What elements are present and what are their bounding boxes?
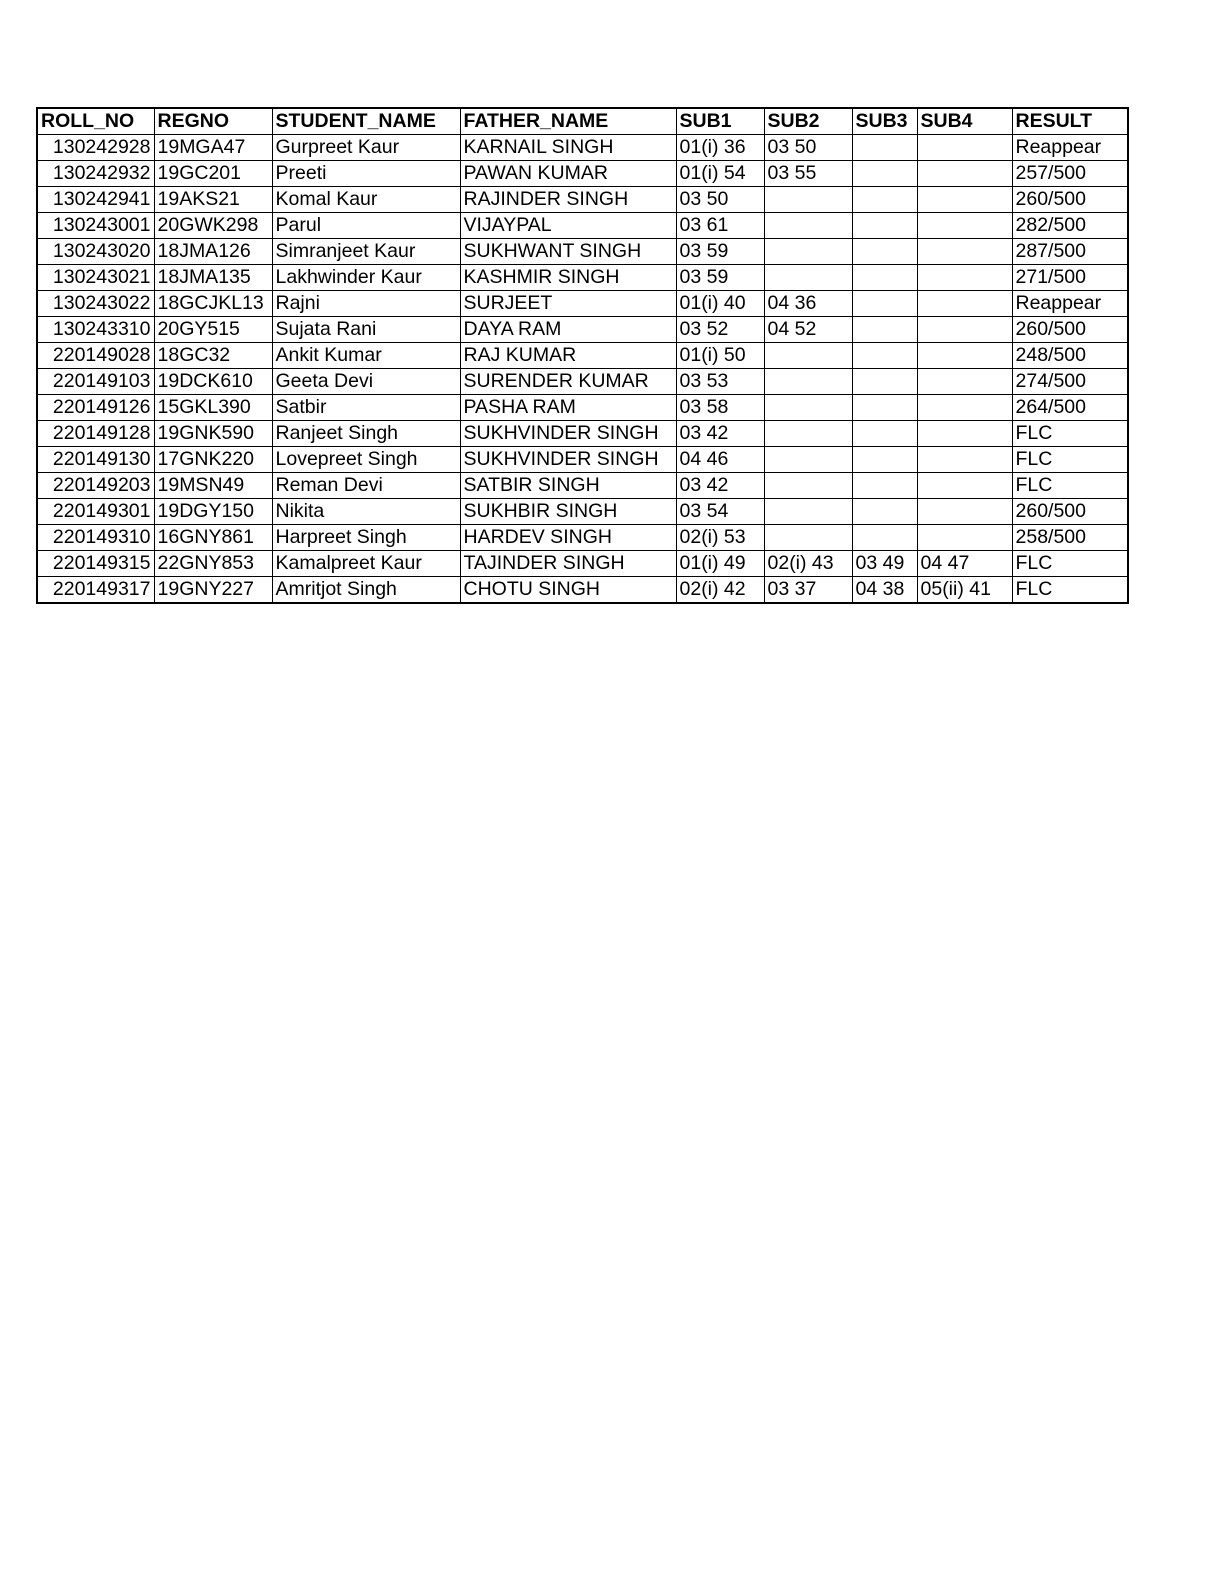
regno-cell: 18JMA126	[154, 239, 272, 265]
sub1-cell: 03 42	[676, 421, 764, 447]
sub2-cell	[764, 239, 852, 265]
regno-cell: 16GNY861	[154, 525, 272, 551]
column-header-regno: REGNO	[154, 108, 272, 135]
student-name-cell: Parul	[272, 213, 460, 239]
sub4-cell	[917, 369, 1012, 395]
regno-cell: 17GNK220	[154, 447, 272, 473]
father-name-cell: RAJINDER SINGH	[460, 187, 676, 213]
regno-cell: 15GKL390	[154, 395, 272, 421]
roll-no-cell: 130243310	[37, 317, 154, 343]
sub2-cell	[764, 421, 852, 447]
regno-cell: 22GNY853	[154, 551, 272, 577]
result-cell: 248/500	[1012, 343, 1128, 369]
regno-cell: 19DGY150	[154, 499, 272, 525]
sub1-cell: 03 58	[676, 395, 764, 421]
sub3-cell	[852, 499, 917, 525]
sub4-cell: 05(ii) 41	[917, 577, 1012, 604]
column-header-sub4: SUB4	[917, 108, 1012, 135]
table-row	[37, 187, 1128, 213]
father-name-cell: SURJEET	[460, 291, 676, 317]
student-name-cell: Rajni	[272, 291, 460, 317]
result-cell: 274/500	[1012, 369, 1128, 395]
table-row	[37, 239, 1128, 265]
sub2-cell	[764, 473, 852, 499]
father-name-cell: SURENDER KUMAR	[460, 369, 676, 395]
table-row	[37, 161, 1128, 187]
sub4-cell	[917, 473, 1012, 499]
student-name-cell: Harpreet Singh	[272, 525, 460, 551]
sub4-cell	[917, 187, 1012, 213]
sub1-cell: 03 50	[676, 187, 764, 213]
sub3-cell	[852, 343, 917, 369]
result-cell: 260/500	[1012, 499, 1128, 525]
sub1-cell: 01(i) 36	[676, 135, 764, 161]
table-row	[37, 213, 1128, 239]
table-row	[37, 265, 1128, 291]
student-name-cell: Ankit Kumar	[272, 343, 460, 369]
sub4-cell: 04 47	[917, 551, 1012, 577]
sub3-cell	[852, 395, 917, 421]
table-row	[37, 343, 1128, 369]
sub4-cell	[917, 343, 1012, 369]
father-name-cell: HARDEV SINGH	[460, 525, 676, 551]
regno-cell: 19AKS21	[154, 187, 272, 213]
sub2-cell	[764, 499, 852, 525]
sub4-cell	[917, 395, 1012, 421]
column-header-sub3: SUB3	[852, 108, 917, 135]
sub4-cell	[917, 265, 1012, 291]
regno-cell: 19GNK590	[154, 421, 272, 447]
result-cell: Reappear	[1012, 135, 1128, 161]
sub4-cell	[917, 421, 1012, 447]
student-name-cell: Reman Devi	[272, 473, 460, 499]
table-row	[37, 447, 1128, 473]
sub4-cell	[917, 135, 1012, 161]
sub2-cell: 02(i) 43	[764, 551, 852, 577]
sub1-cell: 01(i) 54	[676, 161, 764, 187]
roll-no-cell: 220149130	[37, 447, 154, 473]
student-name-cell: Kamalpreet Kaur	[272, 551, 460, 577]
roll-no-cell: 220149203	[37, 473, 154, 499]
table-body	[37, 135, 1128, 604]
sub1-cell: 04 46	[676, 447, 764, 473]
result-cell: FLC	[1012, 473, 1128, 499]
roll-no-cell: 220149128	[37, 421, 154, 447]
father-name-cell: SUKHVINDER SINGH	[460, 447, 676, 473]
sub4-cell	[917, 499, 1012, 525]
sub1-cell: 01(i) 50	[676, 343, 764, 369]
result-cell: FLC	[1012, 577, 1128, 604]
student-name-cell: Lovepreet Singh	[272, 447, 460, 473]
sub2-cell: 03 50	[764, 135, 852, 161]
roll-no-cell: 220149317	[37, 577, 154, 604]
student-name-cell: Amritjot Singh	[272, 577, 460, 604]
sub2-cell: 03 55	[764, 161, 852, 187]
regno-cell: 19DCK610	[154, 369, 272, 395]
table-row	[37, 525, 1128, 551]
column-header-father-name: FATHER_NAME	[460, 108, 676, 135]
table-row	[37, 577, 1128, 604]
sub3-cell	[852, 473, 917, 499]
father-name-cell: SUKHBIR SINGH	[460, 499, 676, 525]
sub1-cell: 03 59	[676, 239, 764, 265]
column-header-roll-no: ROLL_NO	[37, 108, 154, 135]
sub4-cell	[917, 161, 1012, 187]
sub2-cell: 03 37	[764, 577, 852, 604]
sub2-cell: 04 52	[764, 317, 852, 343]
student-name-cell: Preeti	[272, 161, 460, 187]
sub3-cell: 03 49	[852, 551, 917, 577]
sub4-cell	[917, 239, 1012, 265]
sub2-cell	[764, 213, 852, 239]
result-cell: FLC	[1012, 447, 1128, 473]
roll-no-cell: 130242932	[37, 161, 154, 187]
sub2-cell: 04 36	[764, 291, 852, 317]
regno-cell: 19GNY227	[154, 577, 272, 604]
table-row	[37, 395, 1128, 421]
table-row	[37, 369, 1128, 395]
column-header-student-name: STUDENT_NAME	[272, 108, 460, 135]
father-name-cell: KARNAIL SINGH	[460, 135, 676, 161]
sub1-cell: 03 61	[676, 213, 764, 239]
result-cell: 264/500	[1012, 395, 1128, 421]
sub2-cell	[764, 447, 852, 473]
result-cell: 260/500	[1012, 187, 1128, 213]
result-cell: 258/500	[1012, 525, 1128, 551]
roll-no-cell: 220149103	[37, 369, 154, 395]
student-name-cell: Geeta Devi	[272, 369, 460, 395]
result-cell: 287/500	[1012, 239, 1128, 265]
regno-cell: 18GCJKL13	[154, 291, 272, 317]
sub2-cell	[764, 187, 852, 213]
result-cell: Reappear	[1012, 291, 1128, 317]
roll-no-cell: 130242941	[37, 187, 154, 213]
roll-no-cell: 130243021	[37, 265, 154, 291]
father-name-cell: DAYA RAM	[460, 317, 676, 343]
sub3-cell	[852, 265, 917, 291]
sub3-cell	[852, 317, 917, 343]
roll-no-cell: 220149028	[37, 343, 154, 369]
roll-no-cell: 220149126	[37, 395, 154, 421]
roll-no-cell: 130242928	[37, 135, 154, 161]
roll-no-cell: 220149301	[37, 499, 154, 525]
sub1-cell: 03 59	[676, 265, 764, 291]
sub1-cell: 03 53	[676, 369, 764, 395]
student-name-cell: Komal Kaur	[272, 187, 460, 213]
sub3-cell	[852, 135, 917, 161]
roll-no-cell: 130243001	[37, 213, 154, 239]
student-name-cell: Nikita	[272, 499, 460, 525]
roll-no-cell: 220149310	[37, 525, 154, 551]
sub2-cell	[764, 265, 852, 291]
sub1-cell: 02(i) 53	[676, 525, 764, 551]
result-cell: FLC	[1012, 421, 1128, 447]
father-name-cell: KASHMIR SINGH	[460, 265, 676, 291]
sub2-cell	[764, 395, 852, 421]
sub2-cell	[764, 369, 852, 395]
table-row	[37, 317, 1128, 343]
table-row	[37, 551, 1128, 577]
sub1-cell: 03 42	[676, 473, 764, 499]
father-name-cell: PASHA RAM	[460, 395, 676, 421]
sub4-cell	[917, 213, 1012, 239]
column-header-result: RESULT	[1012, 108, 1128, 135]
result-cell: 282/500	[1012, 213, 1128, 239]
sub1-cell: 02(i) 42	[676, 577, 764, 604]
header-row	[37, 108, 1128, 135]
sub3-cell	[852, 213, 917, 239]
father-name-cell: TAJINDER SINGH	[460, 551, 676, 577]
regno-cell: 18JMA135	[154, 265, 272, 291]
student-name-cell: Lakhwinder Kaur	[272, 265, 460, 291]
father-name-cell: SATBIR SINGH	[460, 473, 676, 499]
sub3-cell	[852, 291, 917, 317]
sub3-cell: 04 38	[852, 577, 917, 604]
result-cell: FLC	[1012, 551, 1128, 577]
sub4-cell	[917, 525, 1012, 551]
student-name-cell: Ranjeet Singh	[272, 421, 460, 447]
sub3-cell	[852, 421, 917, 447]
sub3-cell	[852, 525, 917, 551]
father-name-cell: VIJAYPAL	[460, 213, 676, 239]
result-cell: 257/500	[1012, 161, 1128, 187]
student-name-cell: Simranjeet Kaur	[272, 239, 460, 265]
sub4-cell	[917, 317, 1012, 343]
table-row	[37, 499, 1128, 525]
column-header-sub2: SUB2	[764, 108, 852, 135]
student-name-cell: Satbir	[272, 395, 460, 421]
regno-cell: 20GY515	[154, 317, 272, 343]
table-row	[37, 421, 1128, 447]
regno-cell: 19MGA47	[154, 135, 272, 161]
table-row	[37, 135, 1128, 161]
student-name-cell: Gurpreet Kaur	[272, 135, 460, 161]
regno-cell: 20GWK298	[154, 213, 272, 239]
table-row	[37, 291, 1128, 317]
father-name-cell: SUKHVINDER SINGH	[460, 421, 676, 447]
father-name-cell: CHOTU SINGH	[460, 577, 676, 604]
result-cell: 260/500	[1012, 317, 1128, 343]
result-cell: 271/500	[1012, 265, 1128, 291]
father-name-cell: SUKHWANT SINGH	[460, 239, 676, 265]
sub3-cell	[852, 161, 917, 187]
column-header-sub1: SUB1	[676, 108, 764, 135]
sub1-cell: 01(i) 40	[676, 291, 764, 317]
sub1-cell: 03 52	[676, 317, 764, 343]
sub4-cell	[917, 447, 1012, 473]
father-name-cell: RAJ KUMAR	[460, 343, 676, 369]
sub2-cell	[764, 525, 852, 551]
student-name-cell: Sujata Rani	[272, 317, 460, 343]
sub2-cell	[764, 343, 852, 369]
regno-cell: 19MSN49	[154, 473, 272, 499]
result-table	[36, 107, 1129, 604]
sub4-cell	[917, 291, 1012, 317]
regno-cell: 18GC32	[154, 343, 272, 369]
roll-no-cell: 220149315	[37, 551, 154, 577]
roll-no-cell: 130243022	[37, 291, 154, 317]
sub3-cell	[852, 239, 917, 265]
sub1-cell: 03 54	[676, 499, 764, 525]
sub3-cell	[852, 187, 917, 213]
roll-no-cell: 130243020	[37, 239, 154, 265]
regno-cell: 19GC201	[154, 161, 272, 187]
sub3-cell	[852, 369, 917, 395]
sub1-cell: 01(i) 49	[676, 551, 764, 577]
sub3-cell	[852, 447, 917, 473]
father-name-cell: PAWAN KUMAR	[460, 161, 676, 187]
table-row	[37, 473, 1128, 499]
